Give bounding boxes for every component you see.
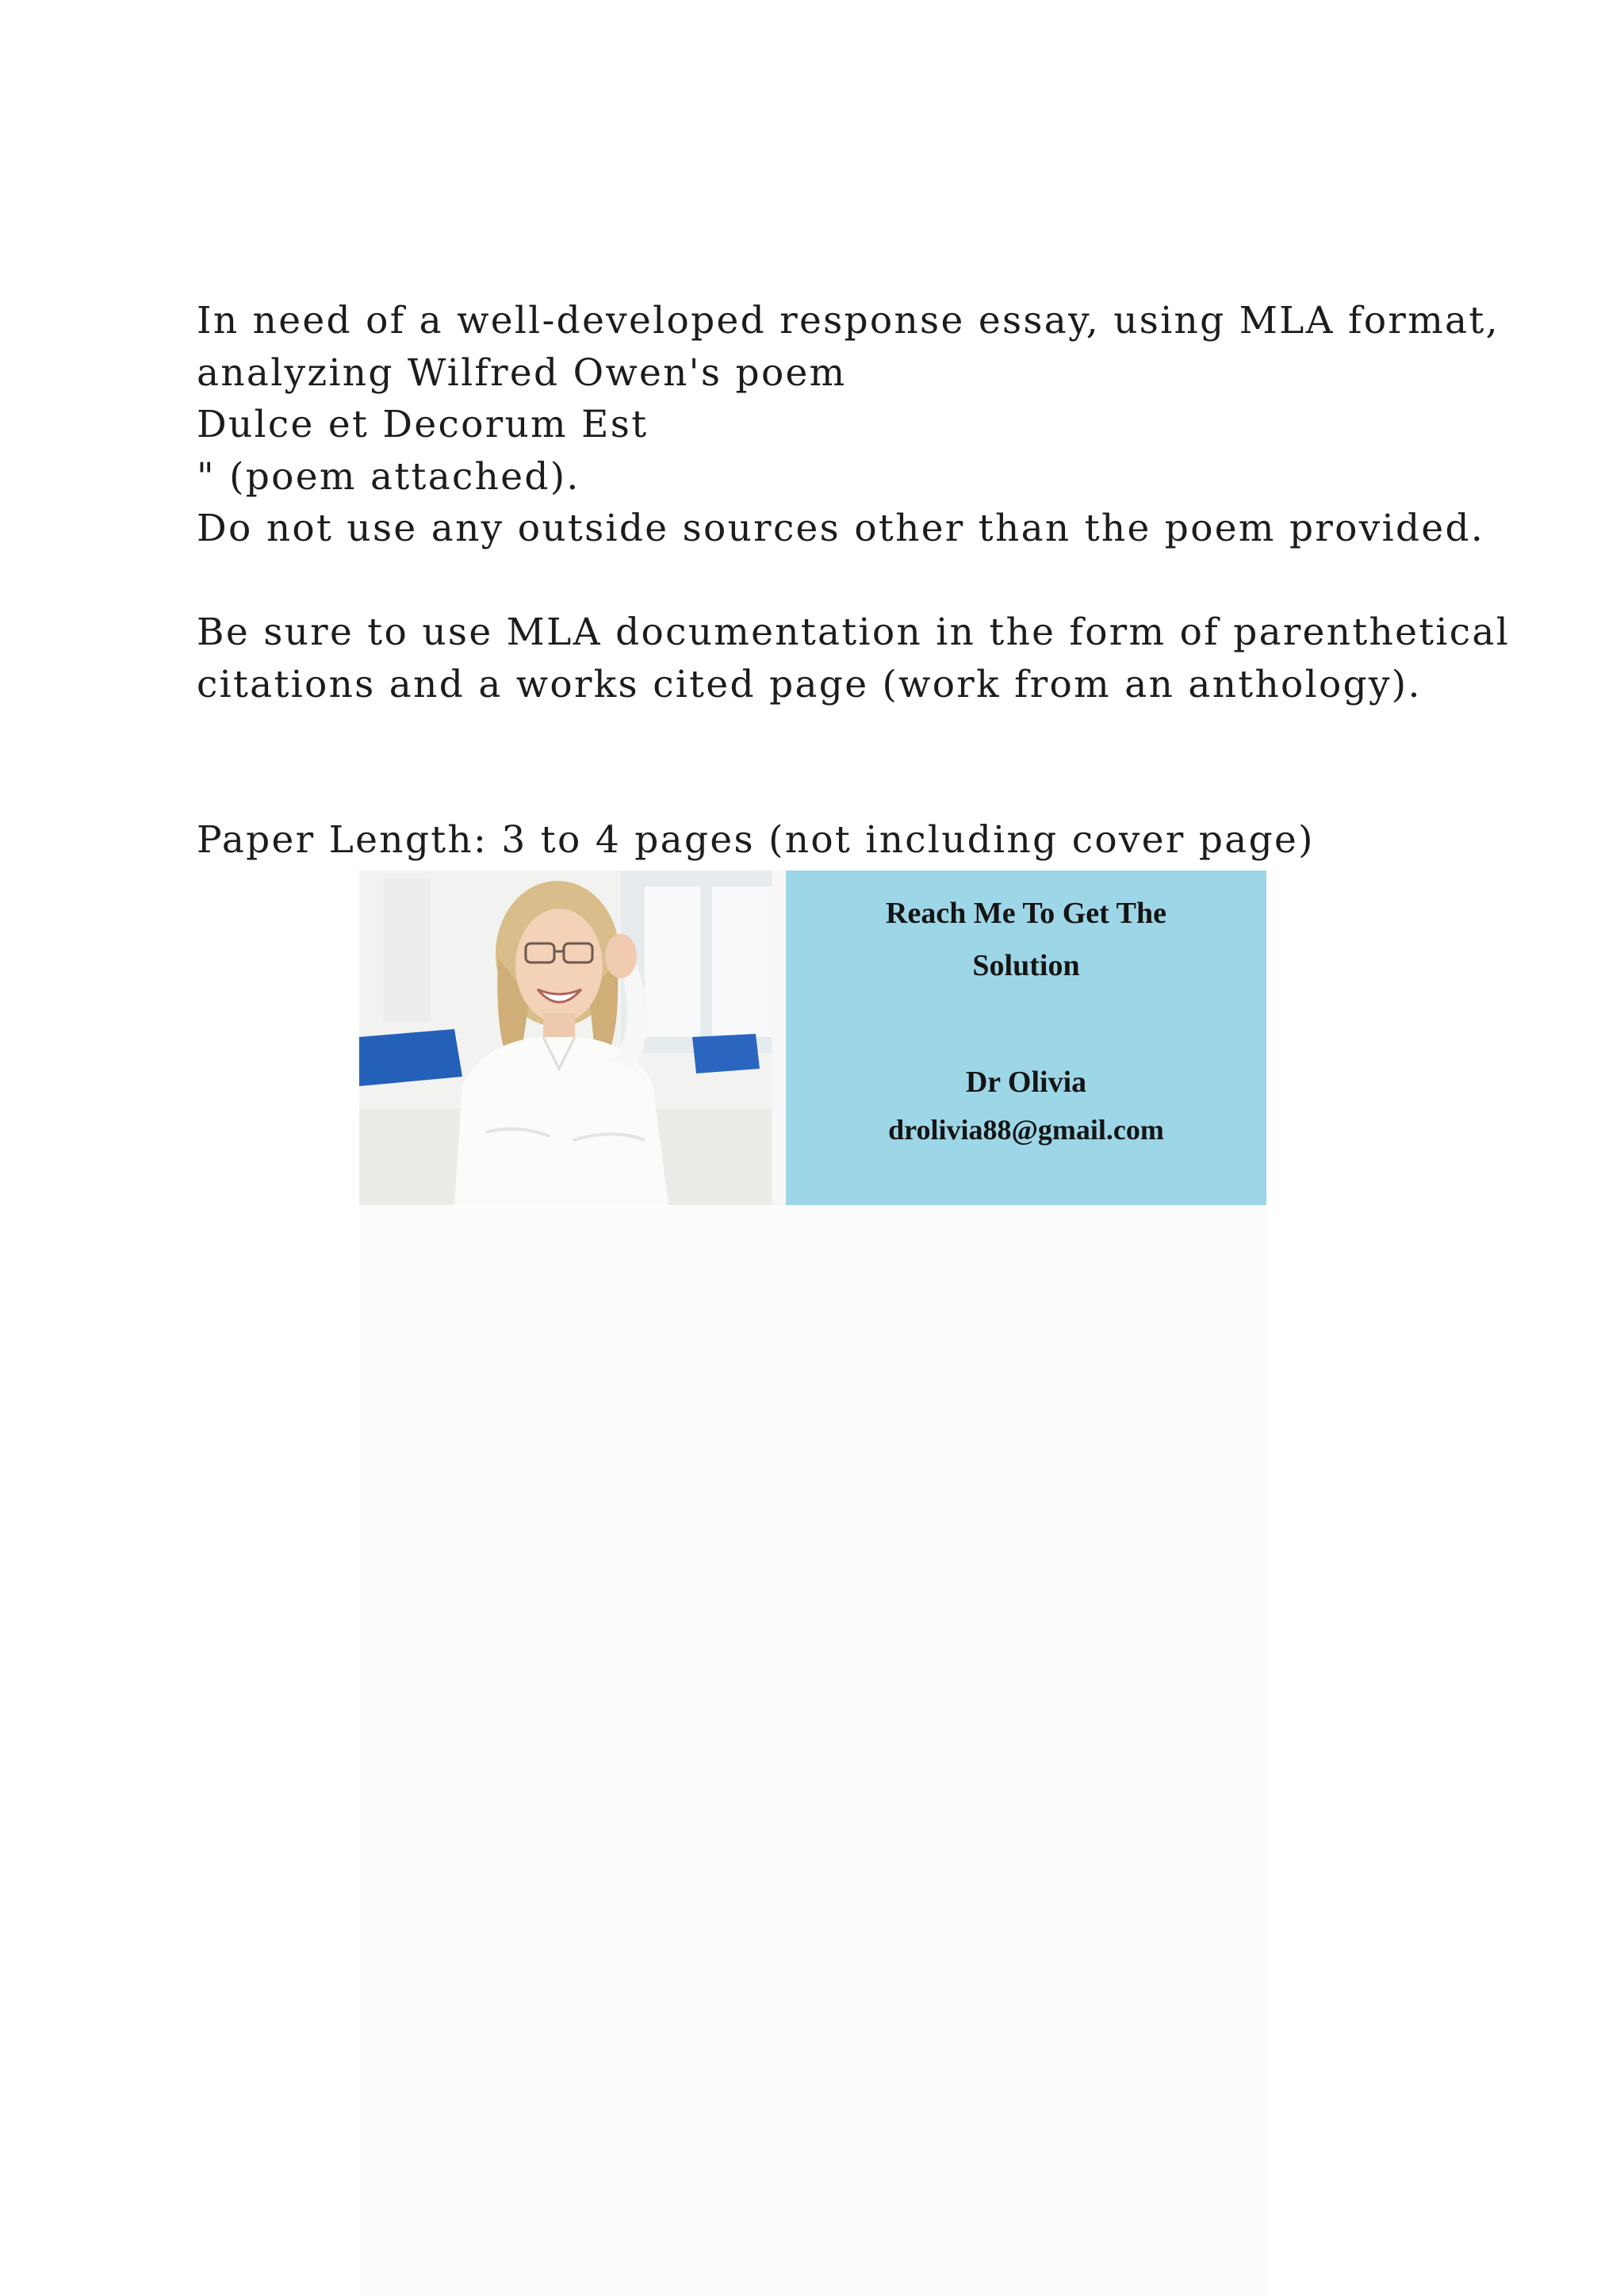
- poem-title: Dulce et Decorum Est: [197, 403, 649, 446]
- assignment-text: [197, 295, 1545, 867]
- text-line: Do not use any outside sources other than the poem provided.: [197, 507, 1485, 550]
- page-background-panel: [359, 1205, 1266, 2296]
- tutor-photo-illustration: [359, 871, 786, 1205]
- text-line: " (poem attached).: [197, 454, 580, 499]
- contact-name: Dr Olivia: [965, 1066, 1087, 1099]
- text-line: Be sure to use MLA documentation in the form of parenthetical: [197, 610, 1511, 654]
- contact-email: drolivia88@gmail.com: [888, 1114, 1164, 1146]
- contact-panel: [786, 871, 1266, 1205]
- text-line: analyzing Wilfred Owen's poem: [197, 350, 847, 395]
- banner-headline-line2: Solution: [972, 949, 1080, 982]
- paper-length-line: Paper Length: 3 to 4 pages (not including cover page): [197, 818, 1315, 862]
- tutor-photo: [359, 871, 786, 1205]
- text-line: citations and a works cited page (work from an anthology).: [197, 662, 1422, 706]
- banner-headline-line1: Reach Me To Get The: [886, 897, 1166, 930]
- paragraph-gap: [197, 710, 1545, 763]
- contact-banner: [359, 871, 1266, 1205]
- text-line: In need of a well-developed response essay, using MLA format,: [197, 299, 1500, 342]
- paragraph-gap: [197, 763, 1545, 815]
- paragraph-gap: [197, 555, 1545, 607]
